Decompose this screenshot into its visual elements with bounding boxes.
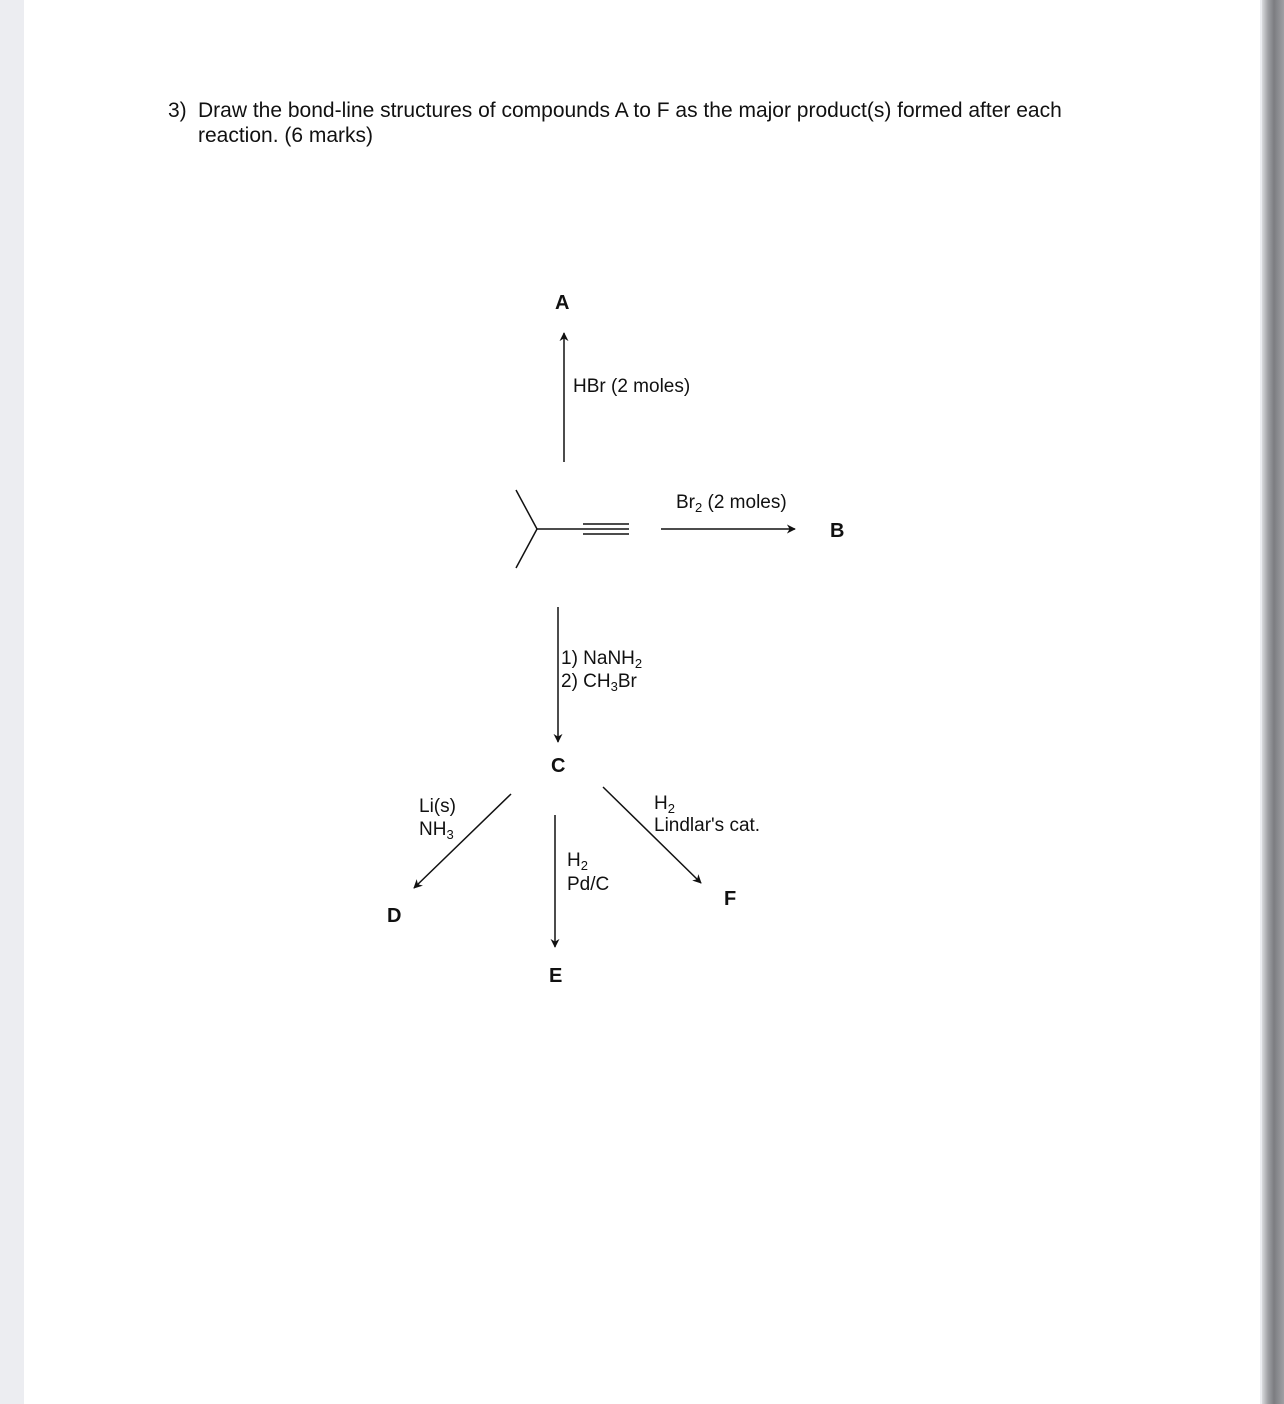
compound-E-label: E xyxy=(549,965,563,987)
question-number: 3) xyxy=(168,99,187,122)
question-text: Draw the bond-line structures of compounds A to F as the major product(s) formed after each reaction. (6 marks) xyxy=(198,99,1062,147)
methyl-bond-lower xyxy=(516,529,537,568)
compound-A-label: A xyxy=(555,292,570,314)
starting-alkyne-structure xyxy=(516,490,629,568)
compound-C-label: C xyxy=(551,755,566,777)
compound-F-label: F xyxy=(724,888,737,910)
reagent-to-F-line1: $H_2$ xyxy=(654,793,675,816)
reagent-to-C-step2: 2) $CH_3Br$ xyxy=(561,671,637,694)
reagent-to-E-line2: Pd/C xyxy=(567,874,610,895)
compound-B-label: B xyxy=(830,520,845,542)
reagent-to-D-line1: Li(s) xyxy=(419,796,456,817)
reagent-to-C-step1: 1) NaNH$_2$ xyxy=(561,648,643,671)
reagent-to-F-line2: Lindlar's cat. xyxy=(654,815,761,836)
methyl-bond-upper xyxy=(516,490,537,529)
reagent-to-D-line2: $NH_3$ xyxy=(419,819,454,842)
reagent-to-E-line1: $H_2$ xyxy=(567,850,588,873)
compound-D-label: D xyxy=(387,905,402,927)
reagent-to-A: HBr (2 moles) xyxy=(573,376,691,397)
reagent-to-B: $Br_2$ (2 moles) xyxy=(676,492,787,515)
